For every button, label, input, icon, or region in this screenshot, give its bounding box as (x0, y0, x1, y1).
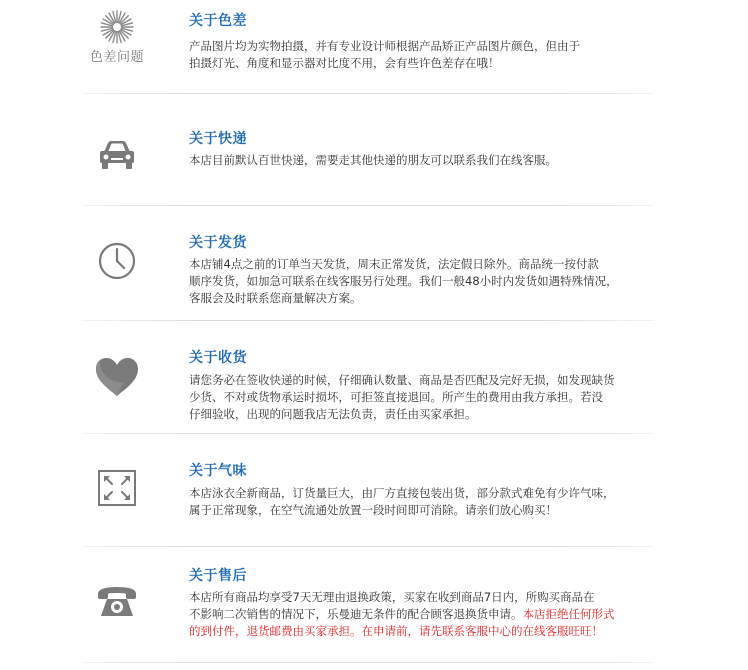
heart-icon (94, 356, 140, 398)
text-normal: 不影响二次销售的情况下，乐曼迪无条件的配合顾客退换货申请。 (189, 607, 523, 621)
text-line: 拍摄灯光、角度和显示器对比度不用，会有些许色差存在哦！ (189, 56, 500, 70)
text-line: 少货、不对或货物承运时损坏，可拒签直接退回。所产生的费用由我方承担。若没 (189, 390, 603, 404)
divider (82, 433, 654, 434)
divider (82, 320, 654, 321)
section-text (189, 256, 684, 307)
text-line: 请您务必在签收快递的时候，仔细确认数量、商品是否匹配及完好无损，如发现缺货 (189, 373, 615, 387)
section-title: 关于发货 (189, 235, 247, 251)
section-title: 关于快递 (189, 131, 247, 147)
shipping-icon-block (88, 242, 146, 280)
sunburst-icon (100, 10, 134, 44)
text-line: 仔细验收，出现的问题我店无法负责，责任由买家承担。 (189, 407, 477, 421)
text-line: 产品图片均为实物拍摄，并有专业设计师根据产品矫正产品图片颜色，但由于 (189, 39, 580, 53)
section-title: 关于收货 (189, 350, 247, 366)
section-text (189, 372, 684, 423)
delivery-icon-block (88, 138, 146, 172)
car-icon (97, 138, 137, 172)
section-text (189, 38, 684, 72)
odor-icon-block (88, 469, 146, 507)
after-sales-icon-block (88, 584, 146, 618)
warning-text: 的到付件，退货邮费由买家承担。在申请前，请先联系客服中心的在线客服旺旺！ (189, 624, 603, 638)
text-line (189, 606, 684, 623)
telephone-icon (95, 584, 139, 618)
color-difference-icon-block (88, 10, 146, 65)
text-line: 属于正常现象，在空气流通处放置一段时间即可消除。请亲们放心购买！ (189, 503, 557, 517)
text-line: 本店所有商品均享受7天无理由退换政策，买家在收到商品7日内，所购买商品在 (189, 590, 595, 604)
text-line: 本店目前默认百世快递，需要走其他快递的朋友可以联系我们在线客服。 (189, 153, 557, 167)
section-title: 关于售后 (189, 568, 247, 584)
section-text (189, 589, 684, 640)
section-title: 关于色差 (189, 13, 247, 29)
receiving-icon-block (88, 356, 146, 398)
text-line: 本店泳衣全新商品，订货量巨大，由厂方直接包装出货，部分款式难免有少许气味， (189, 486, 615, 500)
expand-arrows-icon (97, 469, 137, 507)
section-text (189, 485, 684, 519)
clock-icon (98, 242, 136, 280)
icon-caption: 色差问题 (89, 50, 144, 65)
divider (82, 205, 654, 206)
section-text (189, 152, 684, 169)
text-line: 本店铺4点之前的订单当天发货，周末正常发货，法定假日除外。商品统一按付款 (189, 257, 599, 271)
divider (82, 93, 654, 94)
section-title: 关于气味 (189, 463, 247, 479)
divider (82, 546, 654, 547)
text-line: 客服会及时联系您商量解决方案。 (189, 291, 362, 305)
warning-text: 本店拒绝任何形式 (522, 607, 615, 621)
divider (82, 662, 654, 663)
text-line: 顺序发货，如加急可联系在线客服另行处理。我们一般48小时内发货如遇特殊情况， (189, 274, 618, 288)
